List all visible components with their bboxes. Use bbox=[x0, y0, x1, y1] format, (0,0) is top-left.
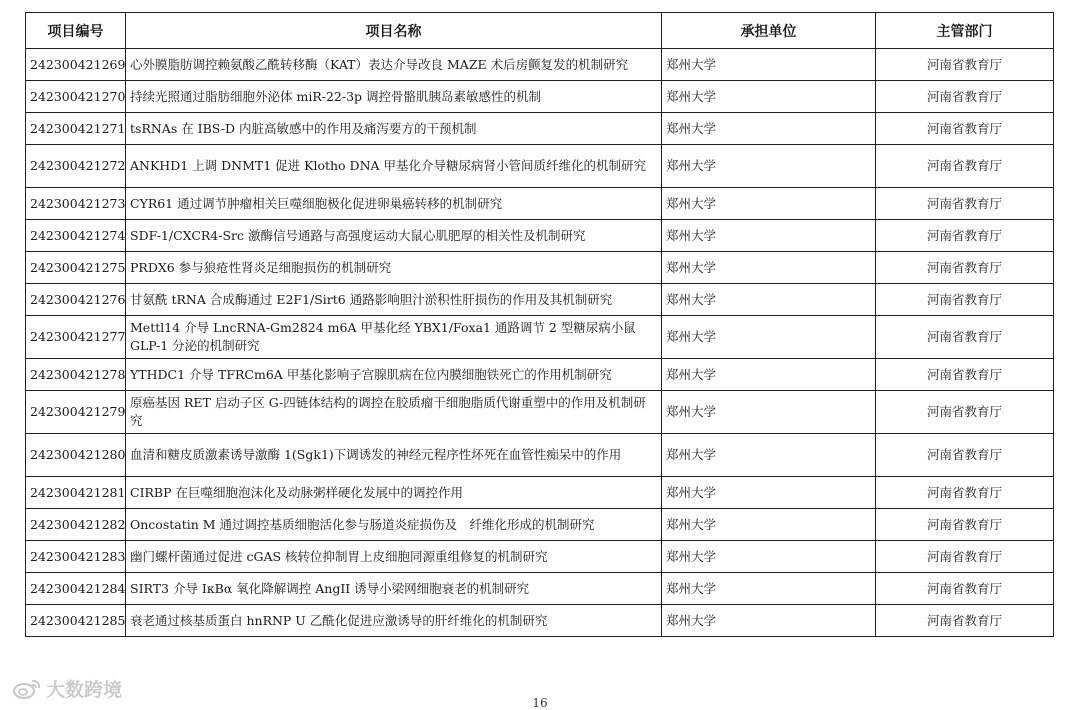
cell-project-name: 心外膜脂肪调控赖氨酸乙酰转移酶（KAT）表达介导改良 MAZE 术后房颤复发的机制研究 bbox=[126, 49, 662, 81]
cell-unit: 郑州大学 bbox=[662, 220, 876, 252]
cell-project-name: CIRBP 在巨噬细胞泡沫化及动脉粥样硬化发展中的调控作用 bbox=[126, 477, 662, 509]
cell-unit: 郑州大学 bbox=[662, 188, 876, 220]
cell-project-id: 242300421280 bbox=[26, 434, 126, 477]
cell-project-name: SDF-1/CXCR4-Src 激酶信号通路与高强度运动大鼠心肌肥厚的相关性及机制研究 bbox=[126, 220, 662, 252]
cell-project-name: PRDX6 参与狼疮性肾炎足细胞损伤的机制研究 bbox=[126, 252, 662, 284]
cell-dept: 河南省教育厅 bbox=[876, 113, 1054, 145]
cell-project-id: 242300421277 bbox=[26, 316, 126, 359]
cell-project-name: YTHDC1 介导 TFRCm6A 甲基化影响子宫腺肌病在位内膜细胞铁死亡的作用机制研究 bbox=[126, 359, 662, 391]
cell-unit: 郑州大学 bbox=[662, 477, 876, 509]
cell-project-id: 242300421285 bbox=[26, 605, 126, 637]
cell-unit: 郑州大学 bbox=[662, 434, 876, 477]
cell-project-id: 242300421282 bbox=[26, 509, 126, 541]
cell-project-id: 242300421281 bbox=[26, 477, 126, 509]
cell-dept: 河南省教育厅 bbox=[876, 252, 1054, 284]
cell-project-id: 242300421273 bbox=[26, 188, 126, 220]
table-row bbox=[26, 284, 1054, 316]
table-row bbox=[26, 434, 1054, 477]
table-row bbox=[26, 573, 1054, 605]
cell-unit: 郑州大学 bbox=[662, 509, 876, 541]
cell-unit: 郑州大学 bbox=[662, 573, 876, 605]
cell-dept: 河南省教育厅 bbox=[876, 188, 1054, 220]
cell-dept: 河南省教育厅 bbox=[876, 573, 1054, 605]
cell-dept: 河南省教育厅 bbox=[876, 477, 1054, 509]
cell-project-name: Mettl14 介导 LncRNA-Gm2824 m6A 甲基化经 YBX1/Foxa1 通路调节 2 型糖尿病小鼠 GLP-1 分泌的机制研究 bbox=[126, 316, 662, 359]
table-row bbox=[26, 477, 1054, 509]
cell-dept: 河南省教育厅 bbox=[876, 316, 1054, 359]
cell-unit: 郑州大学 bbox=[662, 316, 876, 359]
cell-project-name: 幽门螺杆菌通过促进 cGAS 核转位抑制胃上皮细胞同源重组修复的机制研究 bbox=[126, 541, 662, 573]
cell-unit: 郑州大学 bbox=[662, 391, 876, 434]
cell-dept: 河南省教育厅 bbox=[876, 434, 1054, 477]
cell-unit: 郑州大学 bbox=[662, 49, 876, 81]
cell-project-id: 242300421284 bbox=[26, 573, 126, 605]
header-unit: 承担单位 bbox=[662, 13, 876, 49]
cell-unit: 郑州大学 bbox=[662, 541, 876, 573]
table-row bbox=[26, 113, 1054, 145]
table-row bbox=[26, 605, 1054, 637]
table-row bbox=[26, 391, 1054, 434]
cell-dept: 河南省教育厅 bbox=[876, 220, 1054, 252]
cell-project-name: 持续光照通过脂肪细胞外泌体 miR-22-3p 调控骨骼肌胰岛素敏感性的机制 bbox=[126, 81, 662, 113]
cell-unit: 郑州大学 bbox=[662, 252, 876, 284]
table-header-row bbox=[26, 13, 1054, 49]
table-row bbox=[26, 359, 1054, 391]
cell-dept: 河南省教育厅 bbox=[876, 145, 1054, 188]
cell-project-id: 242300421270 bbox=[26, 81, 126, 113]
cell-dept: 河南省教育厅 bbox=[876, 49, 1054, 81]
cell-dept: 河南省教育厅 bbox=[876, 284, 1054, 316]
cell-project-id: 242300421271 bbox=[26, 113, 126, 145]
cell-unit: 郑州大学 bbox=[662, 284, 876, 316]
table-row bbox=[26, 509, 1054, 541]
cell-project-id: 242300421276 bbox=[26, 284, 126, 316]
table-row bbox=[26, 220, 1054, 252]
cell-project-id: 242300421278 bbox=[26, 359, 126, 391]
cell-unit: 郑州大学 bbox=[662, 605, 876, 637]
table-row bbox=[26, 145, 1054, 188]
cell-dept: 河南省教育厅 bbox=[876, 509, 1054, 541]
cell-project-id: 242300421272 bbox=[26, 145, 126, 188]
cell-project-name: tsRNAs 在 IBS-D 内脏高敏感中的作用及痛泻要方的干预机制 bbox=[126, 113, 662, 145]
cell-dept: 河南省教育厅 bbox=[876, 541, 1054, 573]
cell-project-name: ANKHD1 上调 DNMT1 促进 Klotho DNA 甲基化介导糖尿病肾小管间质纤维化的机制研究 bbox=[126, 145, 662, 188]
cell-dept: 河南省教育厅 bbox=[876, 391, 1054, 434]
cell-dept: 河南省教育厅 bbox=[876, 81, 1054, 113]
cell-project-id: 242300421275 bbox=[26, 252, 126, 284]
header-dept: 主管部门 bbox=[876, 13, 1054, 49]
page-number: 16 bbox=[532, 696, 548, 710]
table-row bbox=[26, 81, 1054, 113]
cell-unit: 郑州大学 bbox=[662, 81, 876, 113]
cell-unit: 郑州大学 bbox=[662, 113, 876, 145]
cell-project-id: 242300421283 bbox=[26, 541, 126, 573]
header-name: 项目名称 bbox=[126, 13, 662, 49]
cell-project-name: 血清和糖皮质激素诱导激酶 1(Sgk1)下调诱发的神经元程序性坏死在血管性痴呆中的作用 bbox=[126, 434, 662, 477]
cell-project-name: 甘氨酰 tRNA 合成酶通过 E2F1/Sirt6 通路影响胆汁淤积性肝损伤的作用及其机制研究 bbox=[126, 284, 662, 316]
cell-project-name: Oncostatin M 通过调控基质细胞活化参与肠道炎症损伤及 纤维化形成的机制研究 bbox=[126, 509, 662, 541]
watermark-text: 大数跨境 bbox=[46, 679, 123, 701]
cell-dept: 河南省教育厅 bbox=[876, 359, 1054, 391]
cell-unit: 郑州大学 bbox=[662, 145, 876, 188]
cell-project-id: 242300421279 bbox=[26, 391, 126, 434]
table-row bbox=[26, 49, 1054, 81]
table-row bbox=[26, 252, 1054, 284]
project-table bbox=[25, 12, 1054, 637]
cell-dept: 河南省教育厅 bbox=[876, 605, 1054, 637]
cell-project-id: 242300421269 bbox=[26, 49, 126, 81]
cell-project-name: 原癌基因 RET 启动子区 G-四链体结构的调控在胶质瘤干细胞脂质代谢重塑中的作用及机制研究 bbox=[126, 391, 662, 434]
cell-project-id: 242300421274 bbox=[26, 220, 126, 252]
cell-unit: 郑州大学 bbox=[662, 359, 876, 391]
table-row bbox=[26, 188, 1054, 220]
cell-project-name: CYR61 通过调节肿瘤相关巨噬细胞极化促进卵巢癌转移的机制研究 bbox=[126, 188, 662, 220]
cell-project-name: SIRT3 介导 IκBα 氧化降解调控 AngII 诱导小梁网细胞衰老的机制研究 bbox=[126, 573, 662, 605]
cell-project-name: 衰老通过核基质蛋白 hnRNP U 乙酰化促进应激诱导的肝纤维化的机制研究 bbox=[126, 605, 662, 637]
table-row bbox=[26, 316, 1054, 359]
table-row bbox=[26, 541, 1054, 573]
header-id: 项目编号 bbox=[26, 13, 126, 49]
